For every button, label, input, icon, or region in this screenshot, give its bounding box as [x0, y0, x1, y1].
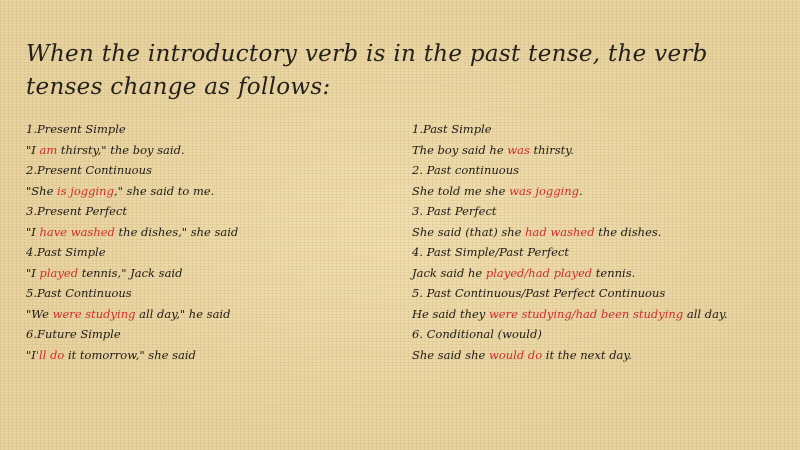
highlighted-verb: were studying/had been studying — [488, 306, 684, 321]
highlighted-verb: was — [507, 142, 530, 157]
example-text: "I — [26, 142, 40, 157]
example-text: He said they — [412, 306, 489, 321]
example-text: Jack said he — [412, 265, 486, 280]
highlighted-verb: were studying — [52, 306, 136, 321]
highlighted-verb: is jogging — [57, 183, 114, 198]
tense-heading: 2. Past continuous — [412, 163, 519, 177]
highlighted-verb: was jogging — [509, 183, 580, 198]
example-text: "I — [26, 265, 40, 280]
example-text: it tomorrow," she said — [64, 347, 196, 362]
example-sentence — [26, 304, 396, 325]
highlighted-verb: am — [39, 142, 58, 157]
highlighted-verb: played/had played — [485, 265, 593, 280]
reported-speech-column — [412, 119, 782, 365]
example-text: all day," he said — [135, 306, 231, 321]
highlighted-verb: have washed — [39, 224, 115, 239]
example-sentence — [412, 263, 782, 284]
tense-heading: 6.Future Simple — [26, 327, 121, 341]
example-text: . — [579, 183, 583, 198]
example-sentence — [412, 222, 782, 243]
highlighted-verb: played — [39, 265, 79, 280]
example-sentence — [26, 263, 396, 284]
example-text: "I — [26, 347, 36, 362]
example-text: the dishes. — [594, 224, 662, 239]
example-text: ," she said to me. — [113, 183, 215, 198]
example-text: She said she — [412, 347, 489, 362]
example-sentence — [412, 140, 782, 161]
tense-heading: 5. Past Continuous/Past Perfect Continuous — [412, 286, 666, 300]
tense-heading: 4.Past Simple — [26, 245, 106, 259]
tense-heading: 6. Conditional (would) — [412, 327, 542, 341]
example-text: thirsty," the boy said. — [57, 142, 185, 157]
slide-title: When the introductory verb is in the past tense, the verb tenses change as follows: — [26, 41, 708, 100]
example-text: The boy said he — [412, 142, 508, 157]
tense-heading: 5.Past Continuous — [26, 286, 132, 300]
direct-speech-column — [26, 119, 396, 365]
example-text: "I — [26, 224, 40, 239]
tense-heading: 3. Past Perfect — [412, 204, 497, 218]
example-text: thirsty. — [529, 142, 574, 157]
example-sentence — [26, 181, 396, 202]
example-sentence — [412, 345, 782, 366]
example-text: She said (that) she — [412, 224, 526, 239]
tense-heading: 2.Present Continuous — [26, 163, 152, 177]
example-text: tennis," Jack said — [78, 265, 183, 280]
example-text: all day. — [683, 306, 728, 321]
example-text: tennis. — [592, 265, 636, 280]
example-sentence — [26, 140, 396, 161]
example-text: it the next day. — [542, 347, 633, 362]
example-sentence — [26, 222, 396, 243]
example-sentence — [412, 304, 782, 325]
tense-heading: 1.Past Simple — [412, 122, 492, 136]
tense-heading: 3.Present Perfect — [26, 204, 128, 218]
tense-heading: 1.Present Simple — [26, 122, 126, 136]
highlighted-verb: would do — [488, 347, 543, 362]
example-text: "She — [26, 183, 58, 198]
highlighted-verb: had washed — [525, 224, 595, 239]
example-text: She told me she — [412, 183, 510, 198]
example-sentence — [26, 345, 396, 366]
tense-heading: 4. Past Simple/Past Perfect — [412, 245, 569, 259]
example-text: the dishes," she said — [114, 224, 239, 239]
example-sentence — [412, 181, 782, 202]
example-text: "We — [26, 306, 53, 321]
highlighted-verb: 'll do — [35, 347, 65, 362]
